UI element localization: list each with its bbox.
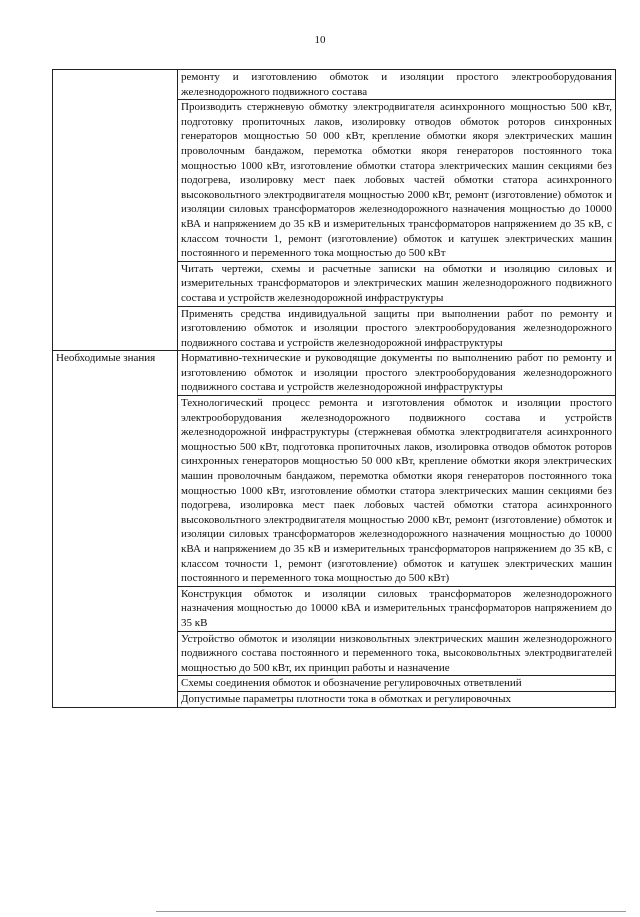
table-cell (178, 396, 616, 587)
competency-table (52, 69, 616, 708)
table-cell (178, 306, 616, 351)
cell-text: ремонту и изготовлению обмоток и изоляции простого электрооборудования железнодорожного подвижного состава (181, 71, 612, 98)
table-cell (178, 70, 616, 100)
table-cell (178, 586, 616, 631)
cell-text: Нормативно-технические и руководящие документы по выполнению работ по ремонту и изготовлению обмоток и изоляции простого электрооборудования железнодорожного подвижного состава и устройств железнодорожной инфраструктуры (181, 352, 612, 394)
cell-text: Конструкция обмоток и изоляции силовых трансформаторов железнодорожного назначения мощностью до 10000 кВА и измерительных трансформаторов напряжением до 35 кВ (181, 587, 612, 629)
cell-text: Производить стержневую обмотку электродвигателя асинхронного мощностью 500 кВт, подготовку пропиточных лаков, изолировку отводов обмоток роторов синхронных генераторов мощностью 50 000 кВт, крепление обмотки якоря электрических машин проволочным бандажом, перемотка обмотки якоря генераторов постоянного тока мощностью 1000 кВт, изготовление обмотки статора электрических машин секциями без подогрева, изолировку мест паек лобовых частей обмотки статора асинхронного высоковольтного электродвигателя мощностью 2000 кВт, ремонт (изготовление) обмоток и изоляции силовых трансформаторов железнодорожного назначения мощностью до 10000 кВА и напряжением до 35 кВ и измерительных трансформаторов напряжением до 35 кВ, с классом точности 1, ремонт (изготовление) обмоток и катушек электрических машин постоянного и переменного тока мощностью до 500 кВт (181, 101, 612, 260)
row-label-knowledge: Необходимые знания (53, 351, 178, 707)
cell-text: Устройство обмоток и изоляции низковольтных электрических машин железнодорожного подвижного состава постоянного и переменного тока, высоковольтных электродвигателей мощностью до 500 кВт, их принцип работы и назначение (181, 632, 612, 674)
table-cell (178, 691, 616, 707)
table-cell (178, 100, 616, 262)
row-label-empty (53, 70, 178, 351)
table-row (53, 351, 616, 396)
cell-text: Читать чертежи, схемы и расчетные записки на обмотки и изоляцию силовых и измерительных трансформаторов и электрических машин железнодорожного подвижного состава и устройств железнодорожной инфраструктуры (181, 262, 612, 304)
table-cell (178, 631, 616, 676)
cell-text: Допустимые параметры плотности тока в обмотках и регулировочных (181, 692, 511, 705)
table-cell (178, 261, 616, 306)
cell-text: Технологический процесс ремонта и изготовления обмоток и изоляции простого электрооборудования железнодорожного подвижного состава и устройств железнодорожной инфраструктуры (стержневая обмотка электродвигателя асинхронного мощностью 500 кВт, подготовка пропиточных лаков, изолировка отводов обмоток роторов синхронных генераторов мощностью 50 000 кВт, крепление обмотки якоря электрических машин проволочным бандажом, перемотка обмотки якоря генераторов постоянного тока мощностью 1000 кВт, изготовление обмотки статора электрических машин секциями без подогрева, изолировка мест паек лобовых частей обмотки статора асинхронного высоковольтного электродвигателя мощностью 2000 кВт, ремонт (изготовление) обмоток и изоляции силовых трансформаторов железнодорожного назначения мощностью до 10000 кВА и напряжением до 35 кВ и измерительных трансформаторов напряжением до 35 кВ, с классом точности 1, ремонт (изготовление) обмоток и катушек электрических машин постоянного и переменного тока мощностью до 500 кВт) (181, 397, 612, 585)
table-cell (178, 676, 616, 692)
table-cell (178, 351, 616, 396)
cell-text: Схемы соединения обмоток и обозначение регулировочных ответвлений (181, 677, 522, 690)
table-row (53, 70, 616, 100)
scan-edge-line (156, 911, 626, 912)
page-number: 10 (314, 34, 326, 46)
cell-text: Применять средства индивидуальной защиты при выполнении работ по ремонту и изготовлению обмоток и изоляции простого электрооборудования железнодорожного подвижного состава и устройств железнодорожной инфраструктуры (181, 307, 612, 349)
